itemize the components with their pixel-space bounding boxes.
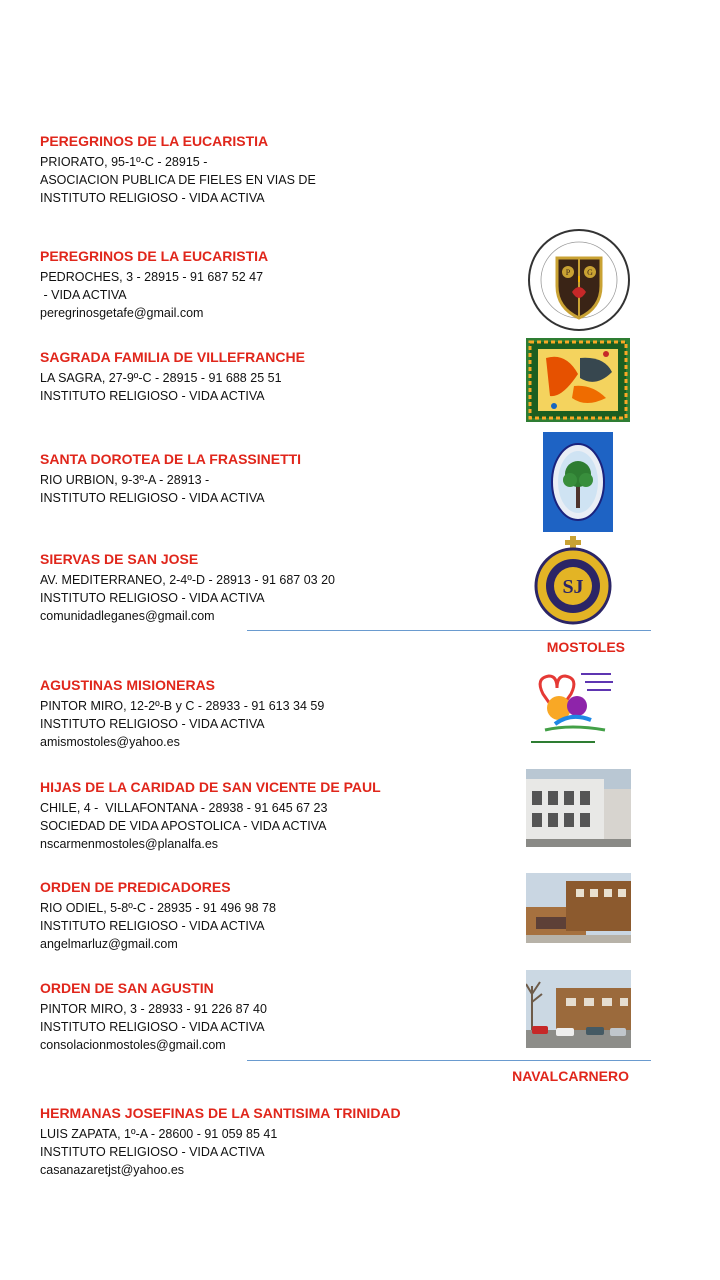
svg-text:SJ: SJ bbox=[562, 576, 584, 598]
entry-type: - VIDA ACTIVA bbox=[40, 288, 127, 302]
entry-email: comunidadleganes@gmail.com bbox=[40, 609, 215, 623]
brick-building-photo bbox=[526, 873, 631, 943]
entry-address: RIO ODIEL, 5-8º-C - 28935 - 91 496 98 78 bbox=[40, 901, 276, 915]
entry-type: SOCIEDAD DE VIDA APOSTOLICA - VIDA ACTIVA bbox=[40, 819, 327, 833]
entry-name: HIJAS DE LA CARIDAD DE SAN VICENTE DE PAUL bbox=[40, 779, 381, 795]
directory-entry bbox=[40, 979, 510, 1054]
agustinas-misioneras-logo bbox=[525, 664, 617, 750]
section-divider bbox=[247, 630, 651, 631]
entry-address: PRIORATO, 95-1º-C - 28915 - bbox=[40, 155, 208, 169]
entry-type: INSTITUTO RELIGIOSO - VIDA ACTIVA bbox=[40, 591, 265, 605]
entry-address: CHILE, 4 - VILLAFONTANA - 28938 - 91 645 67 23 bbox=[40, 801, 328, 815]
entry-address: RIO URBION, 9-3º-A - 28913 - bbox=[40, 473, 210, 487]
entry-name: SAGRADA FAMILIA DE VILLEFRANCHE bbox=[40, 349, 305, 365]
entry-email: amismostoles@yahoo.es bbox=[40, 735, 180, 749]
svg-text:G: G bbox=[587, 268, 593, 277]
directory-entry bbox=[40, 132, 510, 207]
svg-text:P: P bbox=[565, 268, 571, 277]
entry-address: LUIS ZAPATA, 1º-A - 28600 - 91 059 85 41 bbox=[40, 1127, 278, 1141]
entry-name: PEREGRINOS DE LA EUCARISTIA bbox=[40, 248, 269, 264]
entry-name: ORDEN DE SAN AGUSTIN bbox=[40, 980, 214, 996]
entry-name: SANTA DOROTEA DE LA FRASSINETTI bbox=[40, 451, 302, 467]
entry-email: consolacionmostoles@gmail.com bbox=[40, 1038, 226, 1052]
white-building-photo bbox=[526, 769, 631, 847]
pg-shield-seal-logo bbox=[527, 228, 631, 332]
entry-type: INSTITUTO RELIGIOSO - VIDA ACTIVA bbox=[40, 191, 265, 205]
ssj-medallion-logo bbox=[533, 536, 613, 626]
entry-name: PEREGRINOS DE LA EUCARISTIA bbox=[40, 133, 269, 149]
directory-entry bbox=[40, 676, 510, 751]
entry-address: PINTOR MIRO, 12-2º-B y C - 28933 - 91 613 34 59 bbox=[40, 699, 325, 713]
section-city-heading: NAVALCARNERO bbox=[512, 1068, 629, 1084]
directory-entry bbox=[40, 1104, 510, 1179]
entry-address: LA SAGRA, 27-9º-C - 28915 - 91 688 25 51 bbox=[40, 371, 282, 385]
directory-entry bbox=[40, 247, 510, 322]
entry-type: INSTITUTO RELIGIOSO - VIDA ACTIVA bbox=[40, 389, 265, 403]
directory-entry bbox=[40, 778, 510, 853]
entry-address: PINTOR MIRO, 3 - 28933 - 91 226 87 40 bbox=[40, 1002, 267, 1016]
tree-oval-crest-logo bbox=[543, 432, 613, 532]
entry-type: INSTITUTO RELIGIOSO - VIDA ACTIVA bbox=[40, 1145, 265, 1159]
entry-type: ASOCIACION PUBLICA DE FIELES EN VIAS DE bbox=[40, 173, 316, 187]
hands-mosaic-logo bbox=[526, 338, 630, 422]
entry-email: angelmarluz@gmail.com bbox=[40, 937, 178, 951]
entry-address: AV. MEDITERRANEO, 2-4º-D - 28913 - 91 687 03 20 bbox=[40, 573, 335, 587]
entry-type: INSTITUTO RELIGIOSO - VIDA ACTIVA bbox=[40, 491, 265, 505]
section-city-heading: MOSTOLES bbox=[546, 639, 625, 655]
street-building-photo bbox=[526, 970, 631, 1048]
entry-email: nscarmenmostoles@planalfa.es bbox=[40, 837, 219, 851]
entry-address: PEDROCHES, 3 - 28915 - 91 687 52 47 bbox=[40, 270, 264, 284]
directory-entry bbox=[40, 550, 510, 625]
entry-name: HERMANAS JOSEFINAS DE LA SANTISIMA TRINIDAD bbox=[40, 1105, 401, 1121]
entry-type: INSTITUTO RELIGIOSO - VIDA ACTIVA bbox=[40, 717, 265, 731]
directory-entry bbox=[40, 878, 510, 953]
entry-type: INSTITUTO RELIGIOSO - VIDA ACTIVA bbox=[40, 1020, 265, 1034]
entry-type: INSTITUTO RELIGIOSO - VIDA ACTIVA bbox=[40, 919, 265, 933]
entry-email: peregrinosgetafe@gmail.com bbox=[40, 306, 204, 320]
section-divider bbox=[247, 1060, 651, 1061]
entry-name: ORDEN DE PREDICADORES bbox=[40, 879, 231, 895]
directory-entry bbox=[40, 348, 510, 405]
entry-name: AGUSTINAS MISIONERAS bbox=[40, 677, 216, 693]
directory-entry bbox=[40, 450, 510, 507]
entry-email: casanazaretjst@yahoo.es bbox=[40, 1163, 185, 1177]
entry-name: SIERVAS DE SAN JOSE bbox=[40, 551, 199, 567]
